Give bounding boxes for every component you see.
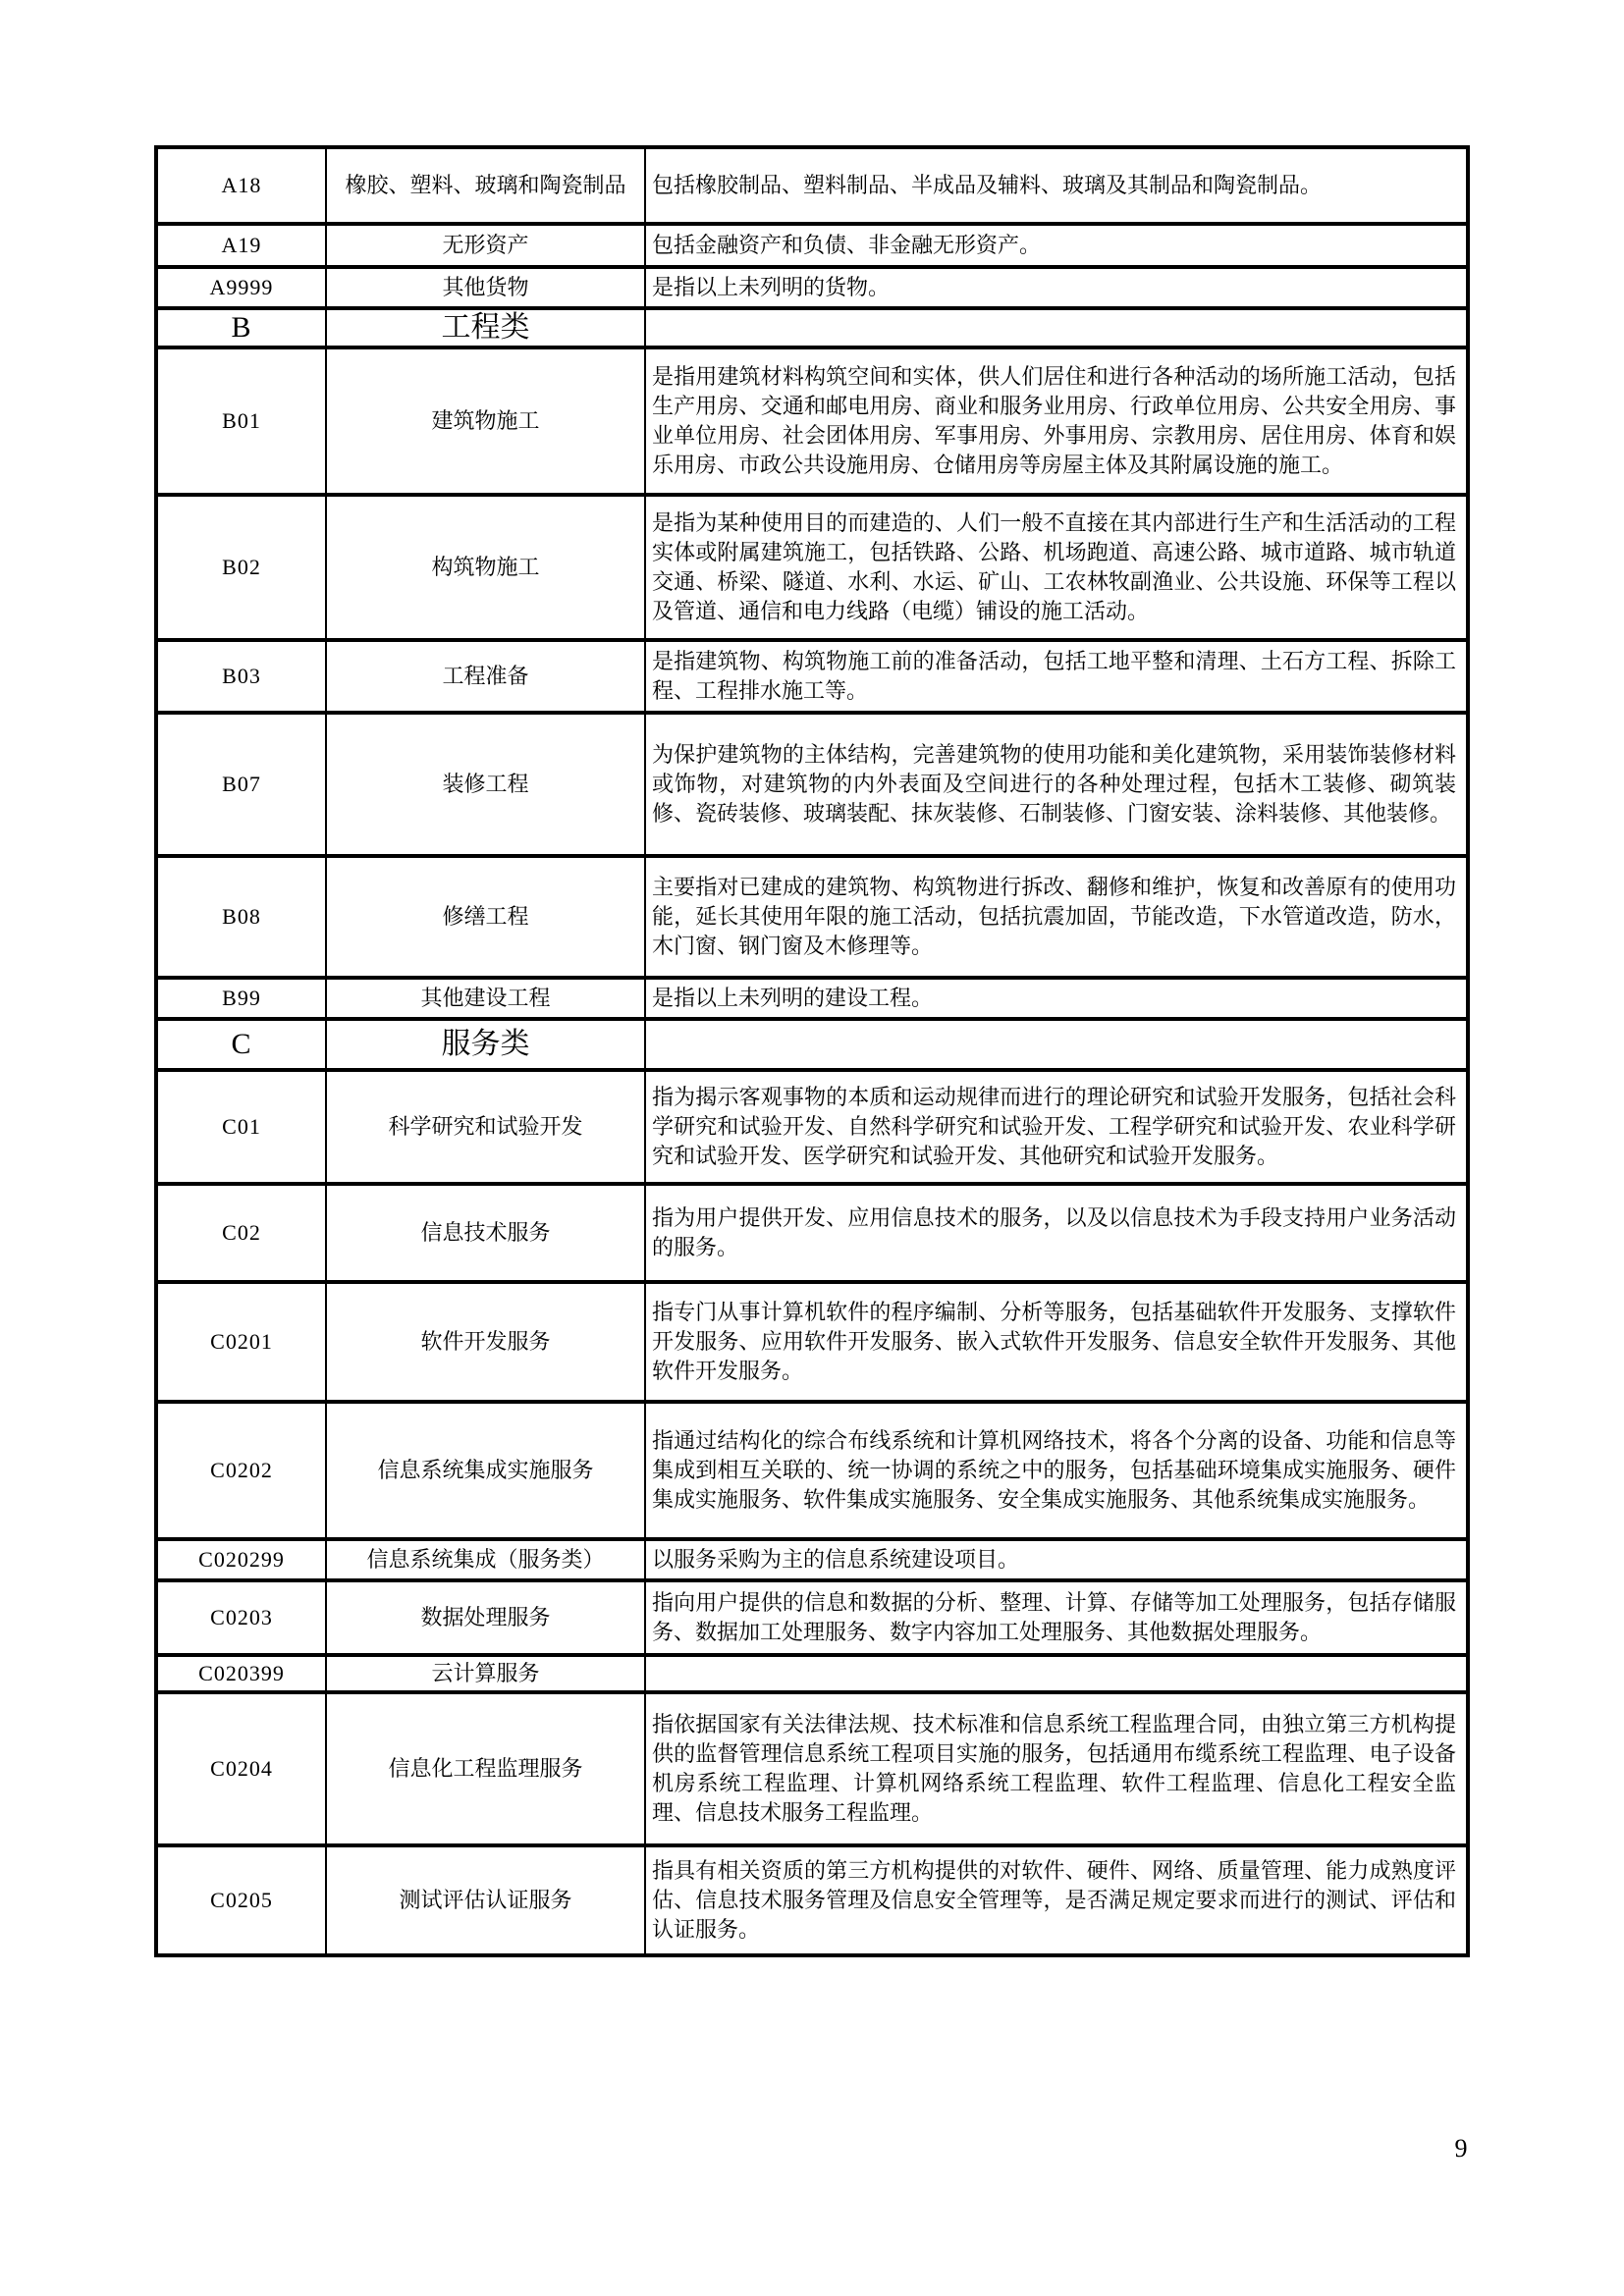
- table-row: [156, 308, 1468, 347]
- category-name: 测试评估认证服务: [326, 1845, 645, 1955]
- category-description: 指为揭示客观事物的本质和运动规律而进行的理论研究和试验开发服务，包括社会科学研究和试验开发、自然科学研究和试验开发、工程学研究和试验开发、农业科学研究和试验开发、医学研究和试验开发、其他研究和试验开发服务。: [645, 1070, 1468, 1184]
- category-code: B99: [156, 978, 326, 1019]
- category-code: A19: [156, 224, 326, 267]
- table-row: [156, 640, 1468, 713]
- category-description: [645, 1655, 1468, 1692]
- category-name: 建筑物施工: [326, 347, 645, 495]
- table-row: [156, 1580, 1468, 1655]
- table-row: [156, 1539, 1468, 1580]
- category-description: 主要指对已建成的建筑物、构筑物进行拆改、翻修和维护，恢复和改善原有的使用功能，延长其使用年限的施工活动，包括抗震加固，节能改造，下水管道改造，防水，木门窗、钢门窗及木修理等。: [645, 856, 1468, 978]
- table-row: [156, 495, 1468, 640]
- category-name: 服务类: [326, 1019, 645, 1070]
- category-name: 无形资产: [326, 224, 645, 267]
- category-code: A18: [156, 147, 326, 224]
- category-description: 以服务采购为主的信息系统建设项目。: [645, 1539, 1468, 1580]
- table-row: [156, 1692, 1468, 1845]
- table-row: [156, 1019, 1468, 1070]
- category-code: B07: [156, 713, 326, 856]
- category-description: 指通过结构化的综合布线系统和计算机网络技术，将各个分离的设备、功能和信息等集成到相互关联的、统一协调的系统之中的服务，包括基础环境集成实施服务、硬件集成实施服务、软件集成实施服务、安全集成实施服务、其他系统集成实施服务。: [645, 1402, 1468, 1539]
- category-name: 橡胶、塑料、玻璃和陶瓷制品: [326, 147, 645, 224]
- category-code: B03: [156, 640, 326, 713]
- table-row: [156, 978, 1468, 1019]
- table-row: [156, 267, 1468, 308]
- category-code: B: [156, 308, 326, 347]
- category-description: 是指以上未列明的建设工程。: [645, 978, 1468, 1019]
- category-code: C0204: [156, 1692, 326, 1845]
- category-description: 是指用建筑材料构筑空间和实体，供人们居住和进行各种活动的场所施工活动，包括生产用房、交通和邮电用房、商业和服务业用房、行政单位用房、公共安全用房、事业单位用房、社会团体用房、军事用房、外事用房、宗教用房、居住用房、体育和娱乐用房、市政公共设施用房、仓储用房等房屋主体及其附属设施的施工。: [645, 347, 1468, 495]
- category-description: 指依据国家有关法律法规、技术标准和信息系统工程监理合同，由独立第三方机构提供的监督管理信息系统工程项目实施的服务，包括通用布缆系统工程监理、电子设备机房系统工程监理、计算机网络系统工程监理、软件工程监理、信息化工程安全监理、信息技术服务工程监理。: [645, 1692, 1468, 1845]
- category-code: C0203: [156, 1580, 326, 1655]
- category-name: 修缮工程: [326, 856, 645, 978]
- category-name: 工程准备: [326, 640, 645, 713]
- category-name: 信息化工程监理服务: [326, 1692, 645, 1845]
- category-code: C020399: [156, 1655, 326, 1692]
- category-code: C: [156, 1019, 326, 1070]
- category-name: 信息技术服务: [326, 1184, 645, 1282]
- category-code: B08: [156, 856, 326, 978]
- category-description: 包括橡胶制品、塑料制品、半成品及辅料、玻璃及其制品和陶瓷制品。: [645, 147, 1468, 224]
- table-row: [156, 856, 1468, 978]
- category-code: C0205: [156, 1845, 326, 1955]
- category-description: 是指建筑物、构筑物施工前的准备活动，包括工地平整和清理、土石方工程、拆除工程、工程排水施工等。: [645, 640, 1468, 713]
- category-code: C01: [156, 1070, 326, 1184]
- category-code: A9999: [156, 267, 326, 308]
- category-name: 装修工程: [326, 713, 645, 856]
- table-row: [156, 147, 1468, 224]
- table-row: [156, 224, 1468, 267]
- category-name: 构筑物施工: [326, 495, 645, 640]
- category-name: 云计算服务: [326, 1655, 645, 1692]
- table-row: [156, 1845, 1468, 1955]
- category-description: 指为用户提供开发、应用信息技术的服务，以及以信息技术为手段支持用户业务活动的服务。: [645, 1184, 1468, 1282]
- category-description: 包括金融资产和负债、非金融无形资产。: [645, 224, 1468, 267]
- category-description: 指专门从事计算机软件的程序编制、分析等服务，包括基础软件开发服务、支撑软件开发服务、应用软件开发服务、嵌入式软件开发服务、信息安全软件开发服务、其他软件开发服务。: [645, 1282, 1468, 1402]
- table-row: [156, 347, 1468, 495]
- table-row: [156, 713, 1468, 856]
- table-row: [156, 1655, 1468, 1692]
- category-name: 信息系统集成实施服务: [326, 1402, 645, 1539]
- category-description: 指具有相关资质的第三方机构提供的对软件、硬件、网络、质量管理、能力成熟度评估、信息技术服务管理及信息安全管理等，是否满足规定要求而进行的测试、评估和认证服务。: [645, 1845, 1468, 1955]
- classification-table: [154, 145, 1470, 1957]
- category-name: 科学研究和试验开发: [326, 1070, 645, 1184]
- category-code: B02: [156, 495, 326, 640]
- category-name: 其他货物: [326, 267, 645, 308]
- category-name: 其他建设工程: [326, 978, 645, 1019]
- category-code: C0202: [156, 1402, 326, 1539]
- category-name: 软件开发服务: [326, 1282, 645, 1402]
- category-code: B01: [156, 347, 326, 495]
- category-description: [645, 1019, 1468, 1070]
- table-row: [156, 1282, 1468, 1402]
- category-code: C02: [156, 1184, 326, 1282]
- category-description: 是指以上未列明的货物。: [645, 267, 1468, 308]
- category-name: 工程类: [326, 308, 645, 347]
- category-description: 指向用户提供的信息和数据的分析、整理、计算、存储等加工处理服务，包括存储服务、数据加工处理服务、数字内容加工处理服务、其他数据处理服务。: [645, 1580, 1468, 1655]
- category-name: 信息系统集成（服务类）: [326, 1539, 645, 1580]
- table-row: [156, 1184, 1468, 1282]
- table-row: [156, 1070, 1468, 1184]
- category-code: C020299: [156, 1539, 326, 1580]
- category-description: [645, 308, 1468, 347]
- category-name: 数据处理服务: [326, 1580, 645, 1655]
- table-row: [156, 1402, 1468, 1539]
- page-number: 9: [1454, 2134, 1468, 2163]
- category-code: C0201: [156, 1282, 326, 1402]
- category-description: 是指为某种使用目的而建造的、人们一般不直接在其内部进行生产和生活活动的工程实体或附属建筑施工，包括铁路、公路、机场跑道、高速公路、城市道路、城市轨道交通、桥梁、隧道、水利、水运、矿山、工农林牧副渔业、公共设施、环保等工程以及管道、通信和电力线路（电缆）铺设的施工活动。: [645, 495, 1468, 640]
- category-description: 为保护建筑物的主体结构，完善建筑物的使用功能和美化建筑物，采用装饰装修材料或饰物，对建筑物的内外表面及空间进行的各种处理过程，包括木工装修、砌筑装修、瓷砖装修、玻璃装配、抹灰装修、石制装修、门窗安装、涂料装修、其他装修。: [645, 713, 1468, 856]
